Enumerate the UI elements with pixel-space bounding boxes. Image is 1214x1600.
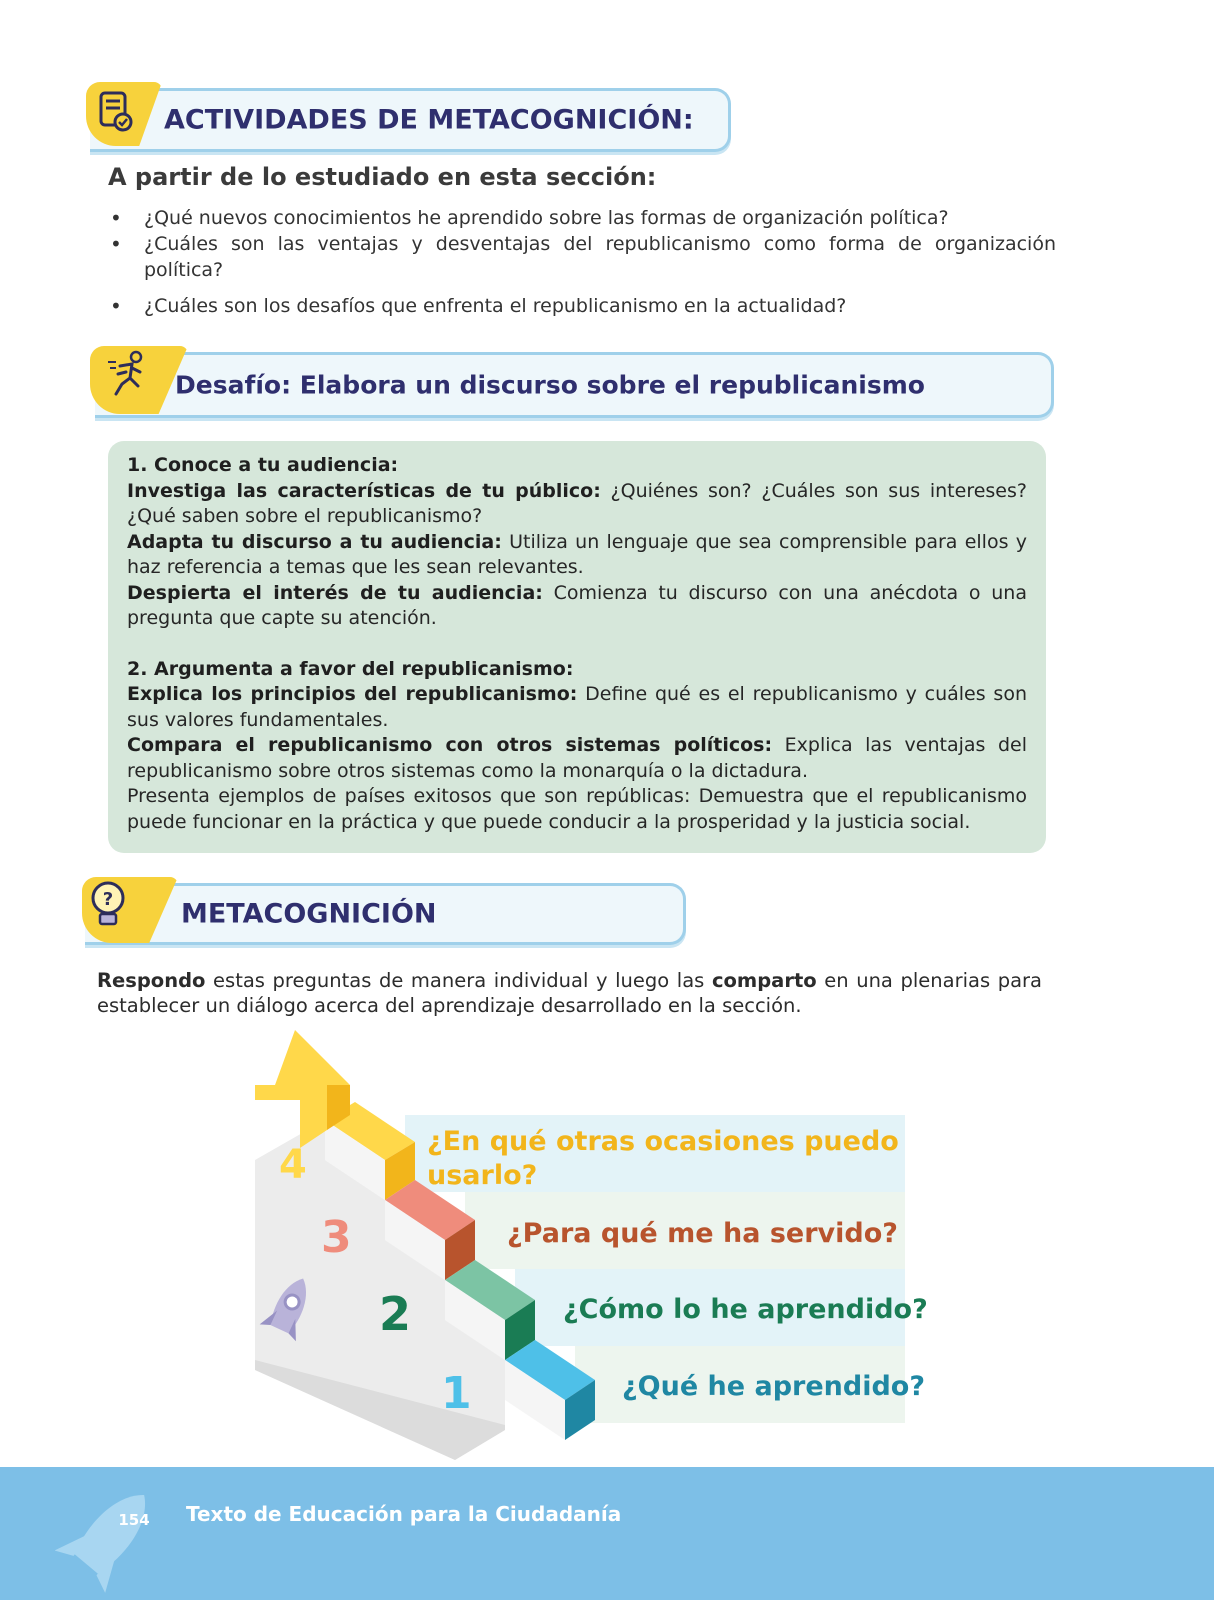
svg-text:?: ?: [102, 889, 114, 910]
body-text: estas preguntas de manera individual y luego las: [205, 969, 712, 992]
instructions-text: [97, 968, 1042, 1018]
body-text: ¿Quiénes son? ¿Cuáles son sus intereses? ¿Qué saben sobre el republicanismo?: [127, 479, 1027, 527]
section-banner-actividades: [90, 88, 731, 152]
question-line: ¿En qué otras ocasiones puedo: [427, 1126, 899, 1157]
section-title: METACOGNICIÓN: [181, 898, 437, 930]
body-text: Utiliza un lenguaje que sea comprensible para ellos y haz referencia a temas que les sean relevantes.: [127, 530, 1027, 578]
bold-term: Adapta tu discurso a tu audiencia:: [127, 530, 502, 553]
body-text: Define qué es el republicanismo y cuáles son sus valores fundamentales.: [127, 683, 1027, 731]
lightbulb-question-icon: [88, 880, 128, 932]
part1-heading: 1. Conoce a tu audiencia:: [127, 454, 399, 476]
challenge-content: [127, 453, 1027, 835]
section-title: ACTIVIDADES DE METACOGNICIÓN:: [164, 104, 694, 136]
part2-heading: 2. Argumenta a favor del republicanismo:: [127, 657, 574, 680]
section-banner-metacognicion: [85, 883, 686, 945]
body-text: en una plenarias para establecer un diálogo acerca del aprendizaje desarrollado en la sección.: [97, 969, 1042, 1017]
list-item: • ¿Cuáles son las ventajas y desventajas del republicanismo como forma de organización política?: [108, 231, 1056, 283]
page-footer: [0, 1467, 1214, 1600]
intro-title: A partir de lo estudiado en esta sección:: [108, 163, 657, 191]
question-line: usarlo?: [427, 1160, 538, 1191]
question-step-1: ¿Qué he aprendido?: [622, 1371, 925, 1402]
bold-term: Compara el republicanismo con otros sistemas políticos:: [127, 734, 773, 756]
bold-term: Investiga las características de tu público:: [127, 479, 601, 502]
step-number-2: 2: [379, 1287, 412, 1341]
page-number: 154: [118, 1511, 150, 1529]
bold-term: Explica los principios del republicanismo:: [127, 683, 578, 705]
bold-term: Respondo: [97, 969, 206, 992]
question-step-2: ¿Cómo lo he aprendido?: [563, 1294, 928, 1325]
bold-term: Despierta el interés de tu audiencia:: [127, 581, 543, 604]
section-title: Desafío: Elabora un discurso sobre el republicanismo: [175, 370, 925, 400]
question-step-3: ¿Para qué me ha servido?: [507, 1218, 898, 1249]
list-item: • ¿Qué nuevos conocimientos he aprendido sobre las formas de organización política?: [108, 205, 1056, 231]
question-list: [108, 205, 1056, 319]
list-item: • ¿Cuáles son los desafíos que enfrenta el republicanismo en la actualidad?: [108, 293, 1056, 319]
question-step-4: [427, 1125, 899, 1193]
challenge-box: [108, 441, 1046, 853]
body-text: Presenta ejemplos de países exitosos que son repúblicas: Demuestra que el republicanismo puede funcionar en la práctica y que puede conducir a la prosperidad y la justicia social.: [127, 785, 1027, 833]
step-number-3: 3: [321, 1212, 352, 1263]
checklist-icon: [96, 90, 136, 134]
footer-title: Texto de Educación para la Ciudadanía: [186, 1502, 622, 1526]
running-person-icon: [106, 350, 150, 400]
section-banner-desafio: [95, 352, 1054, 418]
body-text: Explica las ventajas del republicanismo sobre otros sistemas como la monarquía o la dictadura.: [127, 734, 1027, 782]
body-text: Comienza tu discurso con una anécdota o una pregunta que capte su atención.: [127, 581, 1027, 629]
step-number-1: 1: [441, 1368, 472, 1419]
step-number-4: 4: [279, 1142, 307, 1188]
bold-term: comparto: [711, 969, 817, 992]
